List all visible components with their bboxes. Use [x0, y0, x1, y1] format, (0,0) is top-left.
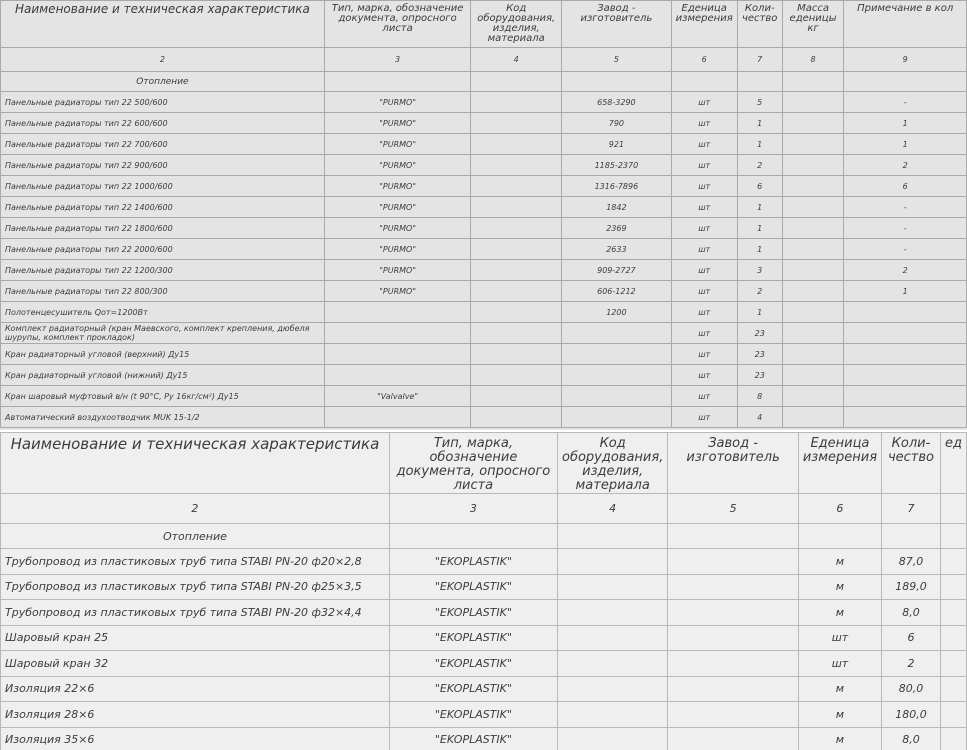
column-header: Коли-чество	[882, 433, 941, 494]
cell-note: -	[844, 197, 967, 218]
cell-type: "EKOPLASTIK"	[389, 600, 557, 626]
cell-unit: шт	[671, 281, 737, 302]
cell-qty: 4	[737, 407, 782, 428]
cell-unit: шт	[671, 407, 737, 428]
cell-unit: шт	[671, 197, 737, 218]
cell-qty: 180,0	[882, 702, 941, 728]
cell-mass	[782, 113, 844, 134]
cell-mass	[782, 323, 844, 344]
column-header: Завод - изготовитель	[562, 1, 672, 48]
cell-name: Панельные радиаторы тип 22 2000/600	[1, 239, 325, 260]
cell-qty: 8,0	[882, 600, 941, 626]
cell-mass	[782, 260, 844, 281]
cell-maker: 1185-2370	[562, 155, 672, 176]
cell-mass	[782, 365, 844, 386]
column-number: 9	[844, 48, 967, 72]
cell-unit: м	[798, 549, 881, 575]
cell-type: "EKOPLASTIK"	[389, 549, 557, 575]
cell-mass	[782, 407, 844, 428]
cell-note	[844, 344, 967, 365]
empty-cell	[668, 524, 799, 549]
column-number: 7	[882, 494, 941, 524]
table-row	[1, 407, 967, 428]
cell-code	[471, 197, 562, 218]
cell-unit: м	[798, 676, 881, 702]
cell-name: Трубопровод из пластиковых труб типа STABI PN-20 ф32×4,4	[1, 600, 390, 626]
column-number-row	[1, 494, 967, 524]
cell-unit: шт	[671, 92, 737, 113]
cell-type: "PURMO"	[324, 92, 470, 113]
cell-qty: 1	[737, 197, 782, 218]
cell-mass	[782, 344, 844, 365]
cell-maker: 2369	[562, 218, 672, 239]
empty-cell	[940, 651, 966, 677]
empty-cell	[882, 524, 941, 549]
empty-cell	[844, 72, 967, 92]
cell-note: 1	[844, 281, 967, 302]
cell-type: "PURMO"	[324, 239, 470, 260]
cell-name: Кран радиаторный угловой (верхний) Ду15	[1, 344, 325, 365]
table-row	[1, 727, 967, 750]
cell-qty: 87,0	[882, 549, 941, 575]
cell-code	[557, 651, 667, 677]
cell-maker	[668, 702, 799, 728]
column-number-row	[1, 48, 967, 72]
table-row	[1, 134, 967, 155]
cell-maker: 606-1212	[562, 281, 672, 302]
cell-maker: 2633	[562, 239, 672, 260]
cell-name: Шаровый кран 32	[1, 651, 390, 677]
cell-type: "PURMO"	[324, 134, 470, 155]
cell-qty: 23	[737, 323, 782, 344]
cell-type	[324, 344, 470, 365]
cell-type: "EKOPLASTIK"	[389, 676, 557, 702]
column-number: 3	[324, 48, 470, 72]
cell-name: Трубопровод из пластиковых труб типа STABI PN-20 ф20×2,8	[1, 549, 390, 575]
empty-cell	[940, 625, 966, 651]
cell-type: "PURMO"	[324, 113, 470, 134]
table-row	[1, 281, 967, 302]
cell-note: -	[844, 92, 967, 113]
cell-mass	[782, 218, 844, 239]
header-row	[1, 1, 967, 48]
cell-maker: 909-2727	[562, 260, 672, 281]
cell-name: Панельные радиаторы тип 22 700/600	[1, 134, 325, 155]
cell-maker: 1842	[562, 197, 672, 218]
cell-code	[471, 386, 562, 407]
cell-mass	[782, 92, 844, 113]
cell-mass	[782, 281, 844, 302]
cell-maker	[562, 323, 672, 344]
cell-qty: 3	[737, 260, 782, 281]
cell-type: "PURMO"	[324, 218, 470, 239]
cell-maker	[668, 549, 799, 575]
column-header: Еденица измерения	[798, 433, 881, 494]
cell-code	[471, 281, 562, 302]
empty-cell	[389, 524, 557, 549]
cell-code	[471, 113, 562, 134]
column-header: Код оборудования, изделия, материала	[557, 433, 667, 494]
cell-unit: м	[798, 702, 881, 728]
cell-name: Шаровый кран 25	[1, 625, 390, 651]
cell-code	[557, 676, 667, 702]
cell-unit: шт	[671, 386, 737, 407]
cell-code	[471, 407, 562, 428]
cell-type: "PURMO"	[324, 155, 470, 176]
cell-type	[324, 302, 470, 323]
table-row	[1, 260, 967, 281]
cell-qty: 2	[737, 155, 782, 176]
cell-maker	[562, 365, 672, 386]
cell-unit: шт	[671, 365, 737, 386]
column-number: 6	[798, 494, 881, 524]
cell-name: Панельные радиаторы тип 22 600/600	[1, 113, 325, 134]
cell-code	[471, 218, 562, 239]
cell-name: Панельные радиаторы тип 22 1200/300	[1, 260, 325, 281]
table-row	[1, 365, 967, 386]
cell-maker: 790	[562, 113, 672, 134]
cell-note	[844, 386, 967, 407]
cell-qty: 8	[737, 386, 782, 407]
cell-name: Изоляция 28×6	[1, 702, 390, 728]
column-number: 4	[557, 494, 667, 524]
cell-type	[324, 365, 470, 386]
cell-name: Панельные радиаторы тип 22 500/600	[1, 92, 325, 113]
cell-unit: шт	[671, 113, 737, 134]
cell-type	[324, 407, 470, 428]
cell-code	[557, 549, 667, 575]
cell-mass	[782, 134, 844, 155]
cell-note	[844, 323, 967, 344]
column-header: Наименование и техническая характеристика	[1, 1, 325, 48]
column-header: Тип, марка, обозначение документа, опросного листа	[324, 1, 470, 48]
column-number: 2	[1, 494, 390, 524]
header-row	[1, 433, 967, 494]
cell-type	[324, 323, 470, 344]
cell-type: "EKOPLASTIK"	[389, 651, 557, 677]
cell-type: "Valvalve"	[324, 386, 470, 407]
empty-cell	[782, 72, 844, 92]
cell-name: Кран радиаторный угловой (нижний) Ду15	[1, 365, 325, 386]
cell-mass	[782, 176, 844, 197]
cell-code	[471, 134, 562, 155]
cell-code	[557, 574, 667, 600]
table-row	[1, 702, 967, 728]
column-number: 8	[782, 48, 844, 72]
cell-type: "PURMO"	[324, 197, 470, 218]
table-row	[1, 549, 967, 575]
table-row	[1, 625, 967, 651]
cell-unit: шт	[671, 176, 737, 197]
column-number: 3	[389, 494, 557, 524]
table-row	[1, 574, 967, 600]
cell-qty: 23	[737, 344, 782, 365]
cell-note: 2	[844, 260, 967, 281]
cell-unit: шт	[798, 625, 881, 651]
cell-name: Панельные радиаторы тип 22 800/300	[1, 281, 325, 302]
cell-name: Панельные радиаторы тип 22 900/600	[1, 155, 325, 176]
column-number: 5	[668, 494, 799, 524]
column-number: 2	[1, 48, 325, 72]
cell-name: Панельные радиаторы тип 22 1000/600	[1, 176, 325, 197]
cell-maker	[562, 386, 672, 407]
cell-note: -	[844, 218, 967, 239]
empty-cell	[940, 676, 966, 702]
cell-unit: шт	[671, 260, 737, 281]
cell-unit: шт	[671, 155, 737, 176]
cell-note: 1	[844, 113, 967, 134]
cell-code	[557, 600, 667, 626]
cell-qty: 1	[737, 113, 782, 134]
table-row	[1, 155, 967, 176]
column-header: Еденица измерения	[671, 1, 737, 48]
spec-sheet-bottom	[0, 432, 967, 750]
cell-unit: шт	[671, 239, 737, 260]
cell-unit: м	[798, 727, 881, 750]
table-row	[1, 92, 967, 113]
empty-cell	[737, 72, 782, 92]
table-row	[1, 651, 967, 677]
section-row	[1, 524, 967, 549]
cell-unit: шт	[671, 323, 737, 344]
cell-code	[471, 323, 562, 344]
cell-maker	[668, 676, 799, 702]
cell-qty: 6	[737, 176, 782, 197]
cell-name: Трубопровод из пластиковых труб типа STABI PN-20 ф25×3,5	[1, 574, 390, 600]
column-header: Тип, марка, обозначение документа, опросного листа	[389, 433, 557, 494]
empty-cell	[557, 524, 667, 549]
cell-code	[557, 727, 667, 750]
section-row	[1, 72, 967, 92]
empty-cell	[471, 72, 562, 92]
cell-note	[844, 302, 967, 323]
cell-note: -	[844, 239, 967, 260]
cell-qty: 2	[882, 651, 941, 677]
column-header: Наименование и техническая характеристика	[1, 433, 390, 494]
cell-code	[471, 302, 562, 323]
cell-maker	[668, 625, 799, 651]
cell-qty: 1	[737, 134, 782, 155]
empty-cell	[940, 600, 966, 626]
table-row	[1, 386, 967, 407]
cell-qty: 5	[737, 92, 782, 113]
column-header: ед	[940, 433, 966, 494]
table-row	[1, 113, 967, 134]
cell-unit: шт	[671, 302, 737, 323]
cell-qty: 8,0	[882, 727, 941, 750]
cell-code	[471, 92, 562, 113]
empty-cell	[940, 524, 966, 549]
column-number: 4	[471, 48, 562, 72]
cell-type: "EKOPLASTIK"	[389, 574, 557, 600]
cell-qty: 1	[737, 218, 782, 239]
cell-unit: м	[798, 600, 881, 626]
cell-type: "PURMO"	[324, 281, 470, 302]
cell-name: Комплект радиаторный (кран Маевского, комплект крепления, дюбеля шурупы, комплект прокладок)	[1, 323, 325, 344]
spec-table-bottom	[0, 432, 967, 750]
empty-cell	[671, 72, 737, 92]
empty-cell	[940, 727, 966, 750]
column-header: Примечание в кол	[844, 1, 967, 48]
cell-maker: 1316-7896	[562, 176, 672, 197]
column-header: Масса еденицы кг	[782, 1, 844, 48]
cell-unit: м	[798, 574, 881, 600]
cell-name: Изоляция 22×6	[1, 676, 390, 702]
empty-cell	[562, 72, 672, 92]
table-row	[1, 323, 967, 344]
cell-qty: 1	[737, 302, 782, 323]
cell-code	[471, 176, 562, 197]
cell-type: "EKOPLASTIK"	[389, 727, 557, 750]
column-number: 7	[737, 48, 782, 72]
cell-unit: шт	[671, 218, 737, 239]
section-title: Отопление	[1, 524, 390, 549]
cell-qty: 6	[882, 625, 941, 651]
cell-unit: шт	[798, 651, 881, 677]
cell-mass	[782, 386, 844, 407]
cell-qty: 2	[737, 281, 782, 302]
cell-maker: 1200	[562, 302, 672, 323]
cell-note	[844, 365, 967, 386]
column-number	[940, 494, 966, 524]
cell-name: Панельные радиаторы тип 22 1400/600	[1, 197, 325, 218]
cell-qty: 80,0	[882, 676, 941, 702]
cell-name: Кран шаровый муфтовый в/н (t 90°C, Ру 16кг/см²) Ду15	[1, 386, 325, 407]
table-row	[1, 176, 967, 197]
column-number: 6	[671, 48, 737, 72]
cell-mass	[782, 155, 844, 176]
cell-qty: 23	[737, 365, 782, 386]
cell-name: Панельные радиаторы тип 22 1800/600	[1, 218, 325, 239]
cell-maker: 921	[562, 134, 672, 155]
cell-note	[844, 407, 967, 428]
cell-code	[471, 260, 562, 281]
cell-type: "EKOPLASTIK"	[389, 702, 557, 728]
cell-type: "PURMO"	[324, 176, 470, 197]
cell-maker	[668, 651, 799, 677]
cell-type: "PURMO"	[324, 260, 470, 281]
cell-code	[471, 365, 562, 386]
cell-mass	[782, 302, 844, 323]
cell-code	[557, 702, 667, 728]
table-row	[1, 600, 967, 626]
cell-unit: шт	[671, 134, 737, 155]
table-row	[1, 302, 967, 323]
cell-code	[557, 625, 667, 651]
cell-name: Изоляция 35×6	[1, 727, 390, 750]
table-row	[1, 676, 967, 702]
cell-mass	[782, 239, 844, 260]
empty-cell	[324, 72, 470, 92]
cell-qty: 1	[737, 239, 782, 260]
table-row	[1, 197, 967, 218]
empty-cell	[940, 574, 966, 600]
cell-name: Полотенцесушитель Qот=1200Вт	[1, 302, 325, 323]
cell-maker	[668, 727, 799, 750]
table-row	[1, 239, 967, 260]
cell-note: 6	[844, 176, 967, 197]
cell-maker	[562, 344, 672, 365]
table-row	[1, 344, 967, 365]
cell-note: 2	[844, 155, 967, 176]
empty-cell	[940, 549, 966, 575]
cell-name: Автоматический воздухоотводчик MUK 15-1/2	[1, 407, 325, 428]
cell-code	[471, 239, 562, 260]
column-header: Завод - изготовитель	[668, 433, 799, 494]
column-header: Код оборудования, изделия, материала	[471, 1, 562, 48]
cell-code	[471, 155, 562, 176]
cell-maker	[668, 600, 799, 626]
cell-qty: 189,0	[882, 574, 941, 600]
section-title: Отопление	[1, 72, 325, 92]
cell-unit: шт	[671, 344, 737, 365]
cell-code	[471, 344, 562, 365]
cell-maker	[668, 574, 799, 600]
column-number: 5	[562, 48, 672, 72]
column-header: Коли-чество	[737, 1, 782, 48]
empty-cell	[940, 702, 966, 728]
empty-cell	[798, 524, 881, 549]
cell-maker	[562, 407, 672, 428]
cell-maker: 658-3290	[562, 92, 672, 113]
table-row	[1, 218, 967, 239]
cell-type: "EKOPLASTIK"	[389, 625, 557, 651]
cell-mass	[782, 197, 844, 218]
cell-note: 1	[844, 134, 967, 155]
